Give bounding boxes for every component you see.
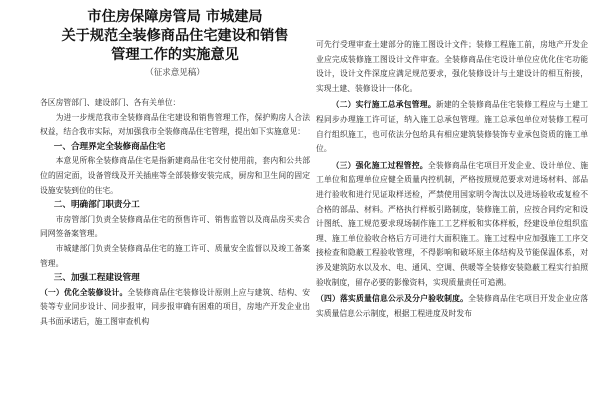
item-3-label: （三）强化施工过程管控。 [331, 160, 428, 170]
section-2-text-2: 市城建部门负责全装修商品住宅的施工许可、质量安全监督以及竣工备案管理。 [40, 243, 310, 268]
salutation: 各区房管部门、建设部门、各有关单位： [40, 98, 181, 107]
section-1-text: 本意见所称全装修商品住宅是指新建商品住宅交付使用前，套内和公共部位的固定面，设备管线及开关插座等全部装修安装完成，厨房和卫生间的固定设施安装到位的住宅。 [40, 156, 310, 195]
item-3-paragraph [316, 159, 588, 290]
intro-paragraph: 为进一步规范我市全装修商品住宅建设和销售管理工作，保护购房人合法权益，结合我市实际，对加强我市全装修商品住宅管理，提出如下实施意见： [40, 112, 310, 137]
section-3-item-1-label: （一）优化全装修设计。 [40, 287, 128, 297]
item-3-text: 全装修商品住宅项目开发企业、设计单位、施工单位和监理单位应健全质量内控机制，严格按照规范要求对进场材料、部品进行验收和进行见证取样送检，严禁使用国家明令淘汰以及进场验收或复检不合格的部品、材料。严格执行样板引路制度，装修施工前，应按合同约定和设计图纸、施工规范要求现场制作施工工艺样板和实体样板，经建设单位组织监理、施工单位验收合格后方可进行大面积施工。施工过程中应加强施工工序交接检查和隐蔽工程验收管理，不得影响和破坏原主体结构及节能保温体系，对涉及建筑防水以及水、电、通风、空调、供暖等全装修安装隐蔽工程实行拍照验收制度，留存必要的影像资料，实现质量责任可追溯。 [316, 160, 589, 287]
section-3-heading: 三、加强工程建设管理 [53, 273, 140, 284]
right-column [316, 38, 588, 321]
section-2-text-1: 市房管部门负责全装修商品住宅的预售许可、销售监管以及商品房买卖合同网签备案管理。 [40, 214, 310, 239]
item-2-label: （二）实行施工总承包管理。 [331, 100, 436, 110]
item-4-label: （四）落实质量信息公示及分户验收制度。 [316, 294, 469, 304]
title-line-1: 市住房保障房管局 市城建局 [87, 9, 263, 25]
title-line-2: 关于规范全装修商品住宅建设和销售 [61, 28, 289, 44]
left-column [40, 8, 310, 330]
item-2-text: 新建的全装修商品住宅装修工程应与土建工程同步办理施工许可证，纳入施工总承包管理。施工总承包单位对装修工程可自行组织施工，也可依法分包给具有相应建筑装修装饰专业承包资质的施工单位。 [316, 100, 589, 154]
section-1-heading: 一、合理界定全装修商品住宅 [53, 141, 166, 152]
draft-subtitle: （征求意见稿） [145, 68, 205, 78]
continued-paragraph: 可先行受理审查土建部分的施工图设计文件；装修工程施工前，房地产开发企业应完成装修施工图设计文件审查。全装修商品住宅设计单位应优化住宅功能设计，设计文件深度应满足规范要求，强化装修设计与土建设计的相互衔接，实现土建、装修设计一体化。 [316, 40, 588, 93]
section-3-item-1-text: 全装修商品住宅装修设计原则上应与建筑、结构、安装等专业同步设计、同步报审，同步报审确有困难的项目，房地产开发企业出具书面承诺后，施工图审查机构 [40, 287, 311, 326]
item-4-text: 全装修商品住宅项目开发企业应落实质量信息公示制度，根据工程进度及时发布 [316, 294, 589, 318]
section-2-heading: 二、明确部门职责分工 [53, 200, 140, 211]
item-4-paragraph [316, 292, 588, 321]
item-2-paragraph [316, 98, 588, 156]
title-line-3: 管理工作的实施意见 [111, 47, 239, 63]
section-3-item-1 [40, 286, 310, 330]
